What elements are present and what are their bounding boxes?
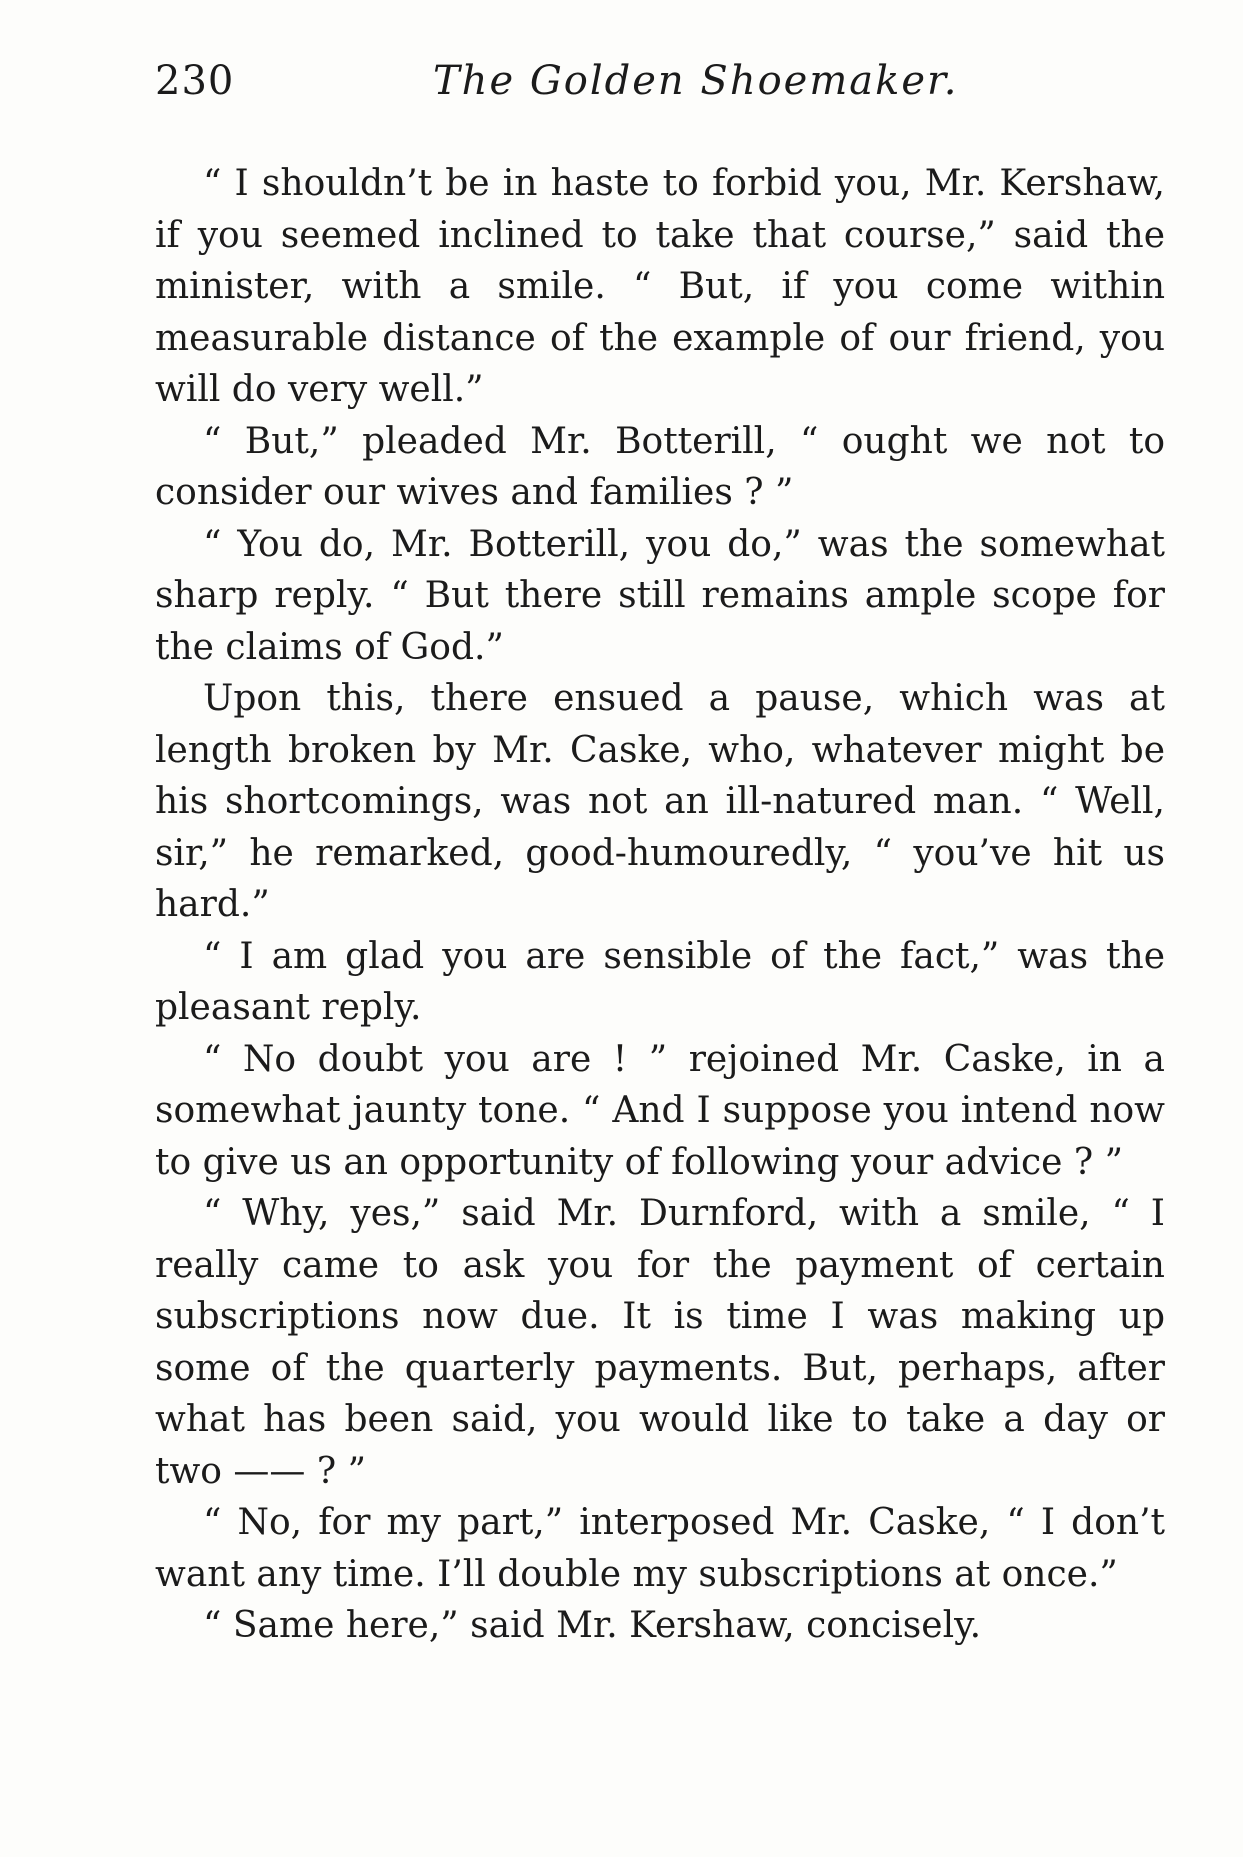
paragraph: “ I am glad you are sensible of the fact,” was the pleasant reply. xyxy=(155,935,1165,1028)
page-header xyxy=(155,58,1155,118)
paragraph: “ But,” pleaded Mr. Botterill, “ ought we not to consider our wives and families ? ” xyxy=(155,420,1165,513)
body-text xyxy=(155,158,1165,1652)
paragraph: “ No, for my part,” interposed Mr. Caske, “ I don’t want any time. I’ll double my subscriptions at once.” xyxy=(155,1502,1165,1595)
paragraph: Upon this, there ensued a pause, which was at length broken by Mr. Caske, who, whatever might be his shortcomings, was not an ill-natured man. “ Well, sir,” he remarked, good-humouredly, “ you’ve hit us hard.” xyxy=(155,678,1165,925)
paragraph: “ No doubt you are ! ” rejoined Mr. Caske, in a somewhat jaunty tone. “ And I suppose you intend now to give us an opportunity of following your advice ? ” xyxy=(155,1038,1165,1183)
paragraph: “ I shouldn’t be in haste to forbid you, Mr. Kershaw, if you seemed inclined to take that course,” said the minister, with a smile. “ But, if you come within measurable distance of the example of our friend, you will do very well.” xyxy=(155,163,1165,410)
paragraph: “ Why, yes,” said Mr. Durnford, with a smile, “ I really came to ask you for the payment of certain subscriptions now due. It is time I was making up some of the quarterly payments. But, perhaps, after what has been said, you would like to take a day or two —— ? ” xyxy=(155,1193,1165,1492)
paragraph: “ You do, Mr. Botterill, you do,” was the somewhat sharp reply. “ But there still remains ample scope for the claims of God.” xyxy=(155,523,1165,668)
page-number: 230 xyxy=(155,58,235,104)
running-title: The Golden Shoemaker. xyxy=(433,58,959,104)
paragraph: “ Same here,” said Mr. Kershaw, concisely. xyxy=(203,1605,982,1646)
